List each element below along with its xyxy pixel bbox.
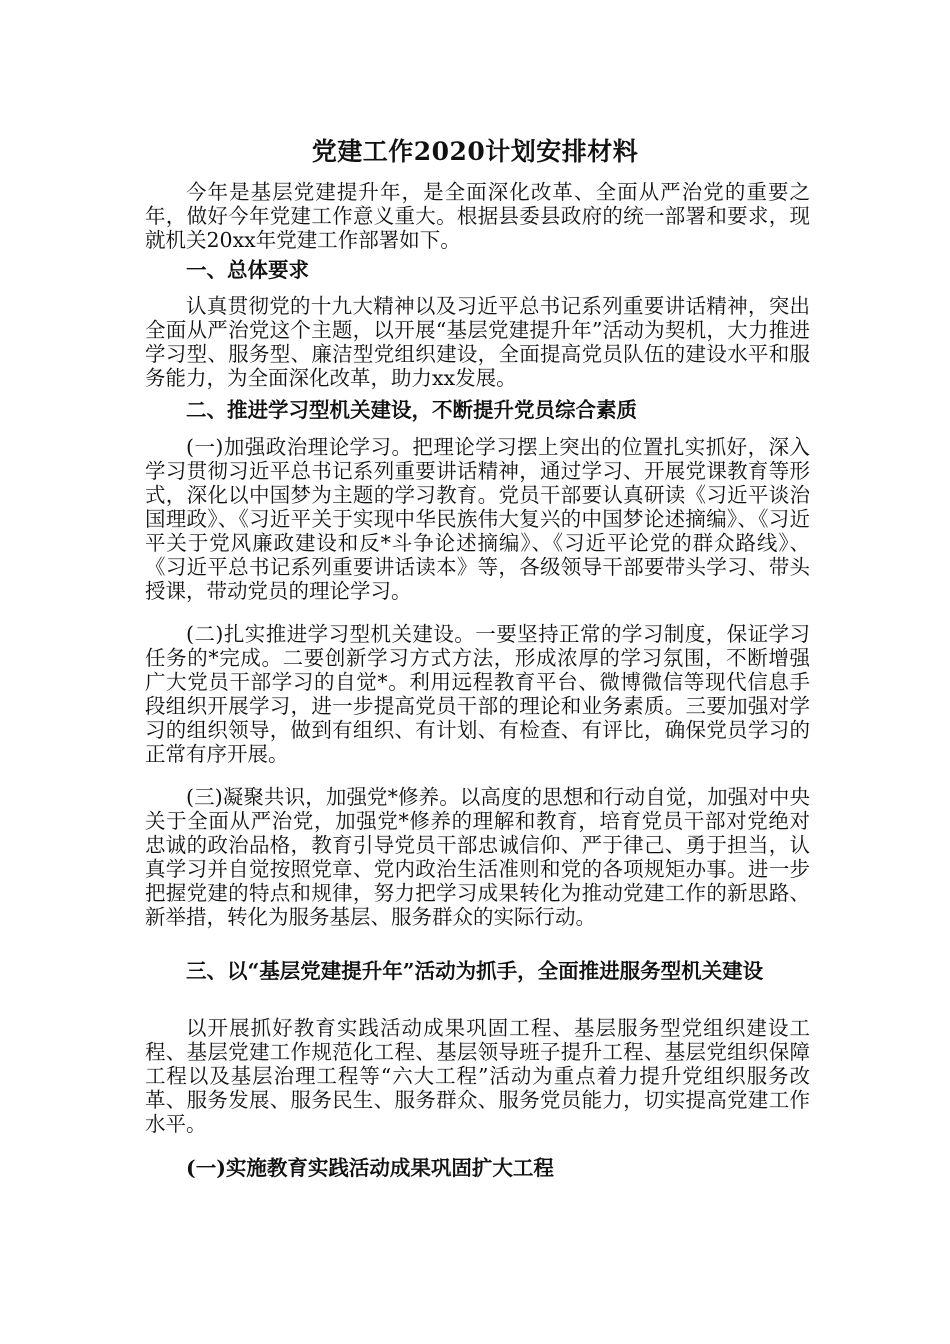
section-2-paragraph-1: (一)加强政治理论学习。把理论学习摆上突出的位置扎实抓好，深入学习贯彻习近平总书记系列重要讲话精神，通过学习、开展党课教育等形式，深化以中国梦为主题的学习教育。党员干部要认真研读《习近平谈治国理政》、《习近平关于实现中华民族伟大复兴的中国梦论述摘编》、《习近平关于党风廉政建设和反*斗争论述摘编》、《习近平论党的群众路线》、《习近平总书记系列重要讲话读本》等，各级领导干部要带头学习、带头授课，带动党员的理论学习。 [145, 435, 810, 603]
section-heading-3: 三、以“基层党建提升年”活动为抓手，全面推进服务型机关建设 [186, 959, 764, 983]
section-2-paragraph-2: (二)扎实推进学习型机关建设。一要坚持正常的学习制度，保证学习任务的*完成。二要创新学习方式方法，形成浓厚的学习氛围，不断增强广大党员干部学习的自觉*。利用远程教育平台、微博微信等现代信息手段组织开展学习，进一步提高党员干部的理论和业务素质。三要加强对学习的组织领导，做到有组织、有计划、有检查、有评比，确保党员学习的正常有序开展。 [145, 622, 810, 766]
section-heading-1: 一、总体要求 [186, 258, 309, 282]
subsection-heading-1: (一)实施教育实践活动成果巩固扩大工程 [186, 1156, 554, 1180]
section-2-paragraph-3: (三)凝聚共识，加强党*修养。以高度的思想和行动自觉，加强对中央关于全面从严治党，加强党*修养的理解和教育，培育党员干部对党绝对忠诚的政治品格，教育引导党员干部忠诚信仰、严于律己、勇于担当，认真学习并自觉按照党章、党内政治生活准则和党的各项规矩办事。进一步把握党建的特点和规律，努力把学习成果转化为推动党建工作的新思路、新举措，转化为服务基层、服务群众的实际行动。 [145, 785, 810, 929]
document-title: 党建工作2020计划安排材料 [311, 137, 639, 166]
section-heading-2: 二、推进学习型机关建设，不断提升党员综合素质 [186, 398, 637, 422]
section-3-paragraph: 以开展抓好教育实践活动成果巩固工程、基层服务型党组织建设工程、基层党建工作规范化工程、基层领导班子提升工程、基层党组织保障工程以及基层治理工程等“六大工程”活动为重点着力提升党组织服务改革、服务发展、服务民生、服务群众、服务党员能力，切实提高党建工作水平。 [145, 1016, 810, 1136]
section-1-paragraph: 认真贯彻党的十九大精神以及习近平总书记系列重要讲话精神，突出全面从严治党这个主题，以开展“基层党建提升年”活动为契机，大力推进学习型、服务型、廉洁型党组织建设，全面提高党员队伍的建设水平和服务能力，为全面深化改革，助力xx发展。 [145, 294, 810, 390]
intro-paragraph: 今年是基层党建提升年，是全面深化改革、全面从严治党的重要之年，做好今年党建工作意义重大。根据县委县政府的统一部署和要求，现就机关20xx年党建工作部署如下。 [145, 180, 810, 252]
